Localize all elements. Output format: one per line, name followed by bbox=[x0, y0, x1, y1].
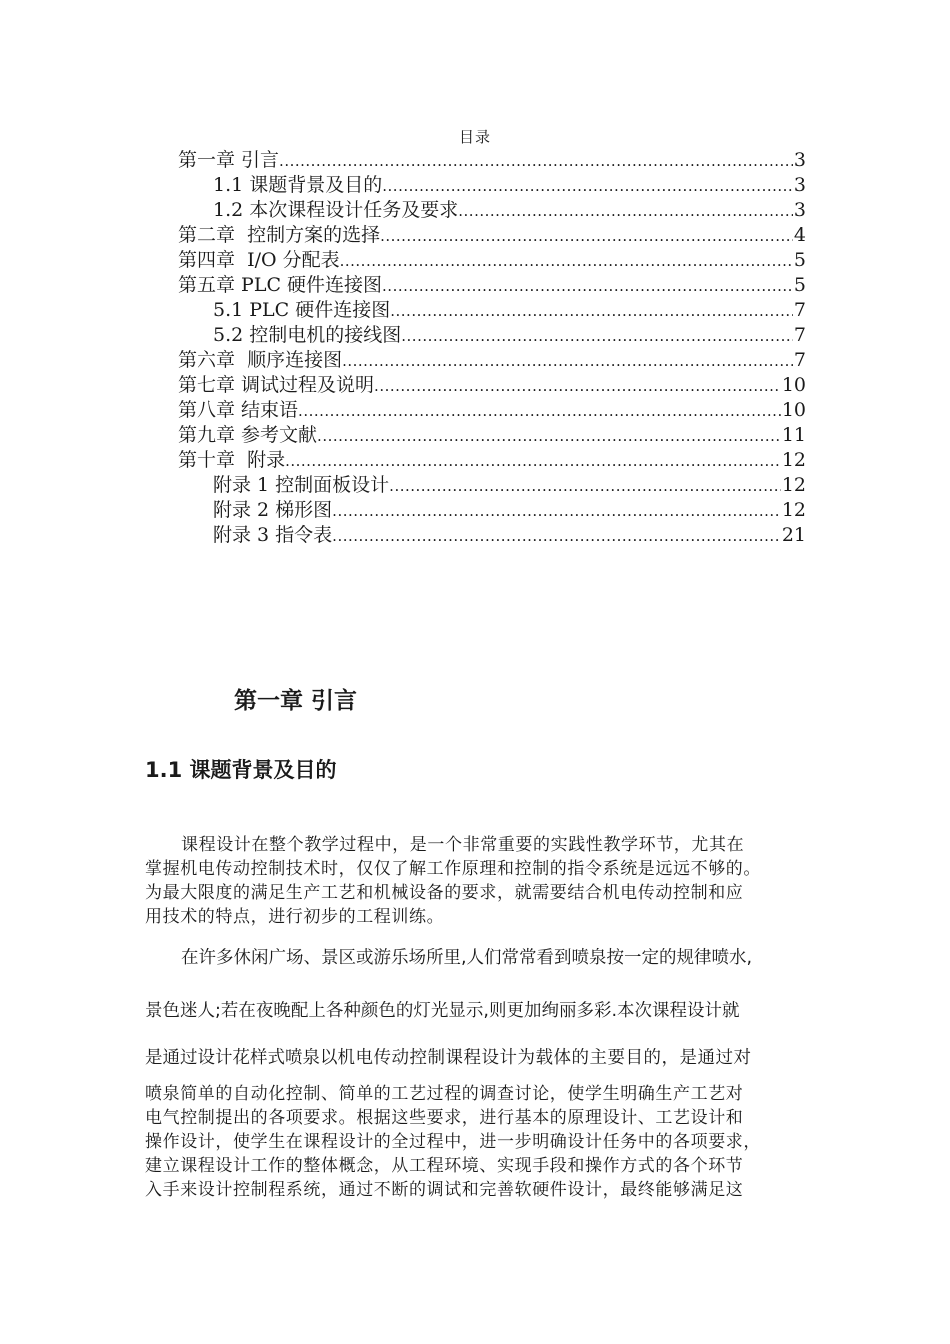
toc-entry-text: 第十章 附录 bbox=[178, 449, 286, 471]
toc-page-number: 21 bbox=[781, 524, 806, 546]
toc-entry-text: 第二章 控制方案的选择 bbox=[178, 224, 381, 246]
toc-page-number: 12 bbox=[781, 449, 806, 471]
toc-page-number: 5 bbox=[793, 274, 806, 296]
toc-page-number: 11 bbox=[781, 424, 806, 446]
toc-entry[interactable] bbox=[178, 248, 806, 273]
paragraph-line: 电气控制提出的各项要求。根据这些要求，进行基本的原理设计、工艺设计和 bbox=[145, 1108, 744, 1128]
toc-entry[interactable] bbox=[178, 398, 806, 423]
toc-entry-text: 第七章 调试过程及说明 bbox=[178, 374, 375, 396]
toc-entry[interactable] bbox=[178, 473, 806, 498]
toc-leader bbox=[279, 149, 793, 174]
chapter-heading: 第一章 引言 bbox=[234, 688, 358, 714]
paragraph-line: 为最大限度的满足生产工艺和机械设备的要求，就需要结合机电传动控制和应 bbox=[145, 883, 744, 903]
toc-entry[interactable] bbox=[178, 198, 806, 223]
toc-entry[interactable] bbox=[178, 148, 806, 173]
toc-entry-text: 5.1 PLC 硬件连接图 bbox=[213, 299, 391, 321]
toc-leader bbox=[285, 449, 781, 474]
toc-entry[interactable] bbox=[178, 373, 806, 398]
toc-entry[interactable] bbox=[178, 323, 806, 348]
toc-leader bbox=[340, 249, 793, 274]
toc-leader bbox=[390, 299, 793, 324]
toc-leader bbox=[382, 174, 793, 199]
toc-entry-text: 1.2 本次课程设计任务及要求 bbox=[213, 199, 459, 221]
toc-entry-text: 附录 1 控制面板设计 bbox=[213, 474, 390, 496]
toc-page-number: 3 bbox=[793, 174, 806, 196]
paragraph-line: 操作设计，使学生在课程设计的全过程中，进一步明确设计任务中的各项要求， bbox=[145, 1132, 761, 1152]
toc-entry-text: 附录 3 指令表 bbox=[213, 524, 333, 546]
toc-page-number: 10 bbox=[781, 399, 806, 421]
toc-entry-text: 附录 2 梯形图 bbox=[213, 499, 333, 521]
toc-leader bbox=[389, 474, 781, 499]
toc-entry-text: 第一章 引言 bbox=[178, 149, 280, 171]
toc-page-number: 7 bbox=[793, 299, 806, 321]
paragraph-line: 建立课程设计工作的整体概念，从工程环境、实现手段和操作方式的各个环节 bbox=[145, 1156, 744, 1176]
toc-entry-text: 第九章 参考文献 bbox=[178, 424, 318, 446]
paragraph-line: 入手来设计控制程系统，通过不断的调试和完善软硬件设计，最终能够满足这 bbox=[145, 1180, 744, 1200]
toc-entry[interactable] bbox=[178, 273, 806, 298]
toc-entry[interactable] bbox=[178, 298, 806, 323]
paragraph-1 bbox=[145, 833, 810, 929]
paragraph-2-line-3 bbox=[145, 1046, 752, 1070]
toc-entry-text: 第五章 PLC 硬件连接图 bbox=[178, 274, 383, 296]
toc-leader bbox=[374, 374, 781, 399]
paragraph-line: 课程设计在整个教学过程中，是一个非常重要的实践性教学环节，尤其在 bbox=[181, 835, 745, 855]
toc-entry[interactable] bbox=[178, 223, 806, 248]
toc-page-number: 3 bbox=[793, 149, 806, 171]
toc-entry[interactable] bbox=[178, 448, 806, 473]
toc-leader bbox=[332, 499, 781, 524]
toc-page-number: 5 bbox=[793, 249, 806, 271]
toc-entry-text: 第四章 I/O 分配表 bbox=[178, 249, 340, 271]
toc-page-number: 12 bbox=[781, 499, 806, 521]
paragraph-2-line-1: 在许多休闲广场、景区或游乐场所里,人们常常看到喷泉按一定的规律喷水, bbox=[181, 948, 753, 968]
toc-page-number: 3 bbox=[793, 199, 806, 221]
paragraph-line: 用技术的特点，进行初步的工程训练。 bbox=[145, 907, 445, 927]
toc-entry-text: 第八章 结束语 bbox=[178, 399, 299, 421]
toc-leader bbox=[317, 424, 781, 449]
paragraph-line: 喷泉简单的自动化控制、简单的工艺过程的调查讨论，使学生明确生产工艺对 bbox=[145, 1084, 744, 1104]
paragraph-2-line-3-sans: 是通过设计花样式喷泉以 bbox=[145, 1048, 338, 1068]
toc-page-number: 7 bbox=[793, 349, 806, 371]
toc-leader bbox=[298, 399, 781, 424]
toc-entry-text: 5.2 控制电机的接线图 bbox=[213, 324, 402, 346]
toc-page-number: 12 bbox=[781, 474, 806, 496]
toc-entry[interactable] bbox=[178, 523, 806, 548]
toc-leader bbox=[382, 274, 793, 299]
toc-leader bbox=[342, 349, 793, 374]
paragraph-2-line-3-serif: 机电传动控制课程设计为载体的主要目的，是通过对 bbox=[337, 1048, 752, 1068]
toc-page-number: 4 bbox=[793, 224, 806, 246]
paragraph-2-line-2: 景色迷人;若在夜晚配上各种颜色的灯光显示,则更加绚丽多彩.本次课程设计就 bbox=[145, 1001, 740, 1021]
toc-leader bbox=[380, 224, 793, 249]
paragraph-2-continuation bbox=[145, 1082, 810, 1202]
toc-entry[interactable] bbox=[178, 423, 806, 448]
toc-leader bbox=[458, 199, 793, 224]
section-heading: 1.1 课题背景及目的 bbox=[145, 758, 337, 782]
toc-entry[interactable] bbox=[178, 348, 806, 373]
toc-leader bbox=[332, 524, 781, 549]
toc-entry[interactable] bbox=[178, 173, 806, 198]
paragraph-line: 掌握机电传动控制技术时，仅仅了解工作原理和控制的指令系统是远远不够的。 bbox=[145, 859, 761, 879]
toc-entry-text: 1.1 课题背景及目的 bbox=[213, 174, 383, 196]
toc-page-number: 10 bbox=[781, 374, 806, 396]
toc-leader bbox=[401, 324, 793, 349]
toc-entry[interactable] bbox=[178, 498, 806, 523]
toc-page-number: 7 bbox=[793, 324, 806, 346]
table-of-contents bbox=[178, 148, 806, 548]
toc-entry-text: 第六章 顺序连接图 bbox=[178, 349, 343, 371]
toc-title: 目录 bbox=[458, 128, 491, 146]
